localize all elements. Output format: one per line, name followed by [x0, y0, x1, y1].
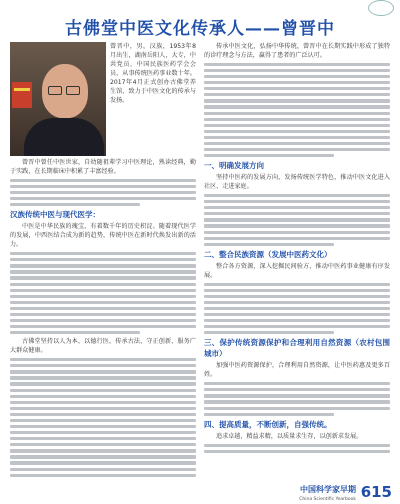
section-heading: 汉族传统中医与现代医学：: [10, 210, 100, 220]
paragraph: 古佛堂坚持以人为本，以德行医，传承古法，守正创新，服务广大群众健康。: [10, 338, 196, 355]
paragraph: 坚持中医药的发展方向，发扬传统医学特色，推动中医文化进入社区、走进家庭。: [204, 174, 390, 191]
paragraph: 传承中医文化，弘扬中华传统，曾晋中在长期实践中形成了独特的诊疗理念与方法，赢得了患者的广泛认可。: [204, 43, 390, 59]
portrait-block: [10, 42, 196, 156]
paragraph: 曾晋中曾任中医世家，自幼随祖辈学习中医理论，熟读经典，勤于实践，在长期临床中积累了丰富经验。: [10, 159, 196, 175]
paragraph: 整合各方资源，深入挖掘民间验方，推动中医药事业健康有序发展。: [204, 262, 390, 279]
publication-subtitle: China Scientific Yearbook: [299, 497, 356, 502]
section-heading: 三、保护传统资源保护和合理利用自然资源（农村包围城市）: [204, 338, 390, 359]
seal-icon: [368, 0, 394, 16]
publication-name: 中国科学家早期: [300, 485, 356, 494]
page-title: 古佛堂中医文化传承人——曾晋中: [65, 19, 335, 39]
column-right: [204, 42, 390, 480]
paragraph: 加强中医药资源保护，合理利用自然资源，让中医药惠及更多百姓。: [204, 362, 390, 379]
portrait-photo: [10, 42, 106, 156]
article-columns: [10, 42, 390, 480]
paragraph: 追求卓越，精益求精，以质量求生存，以创新求发展。: [216, 432, 363, 440]
section-heading: 二、整合民族资源（发展中医药文化）: [204, 249, 332, 259]
column-left: [10, 42, 196, 480]
paragraph: 中医是中华民族的瑰宝，有着数千年的历史积淀。随着现代医学的发展，中西医结合成为新的趋势，传统中医在新时代焕发出新的活力。: [10, 223, 196, 249]
page-footer: [0, 480, 400, 504]
section-heading: 四、提高质量，不断创新，自强传统。: [204, 419, 332, 429]
intro-text: 曾晋中，男，汉族，1953年8月出生，湖南岳阳人，大专，中共党员，中国民族医药学会会员，从事传统医药事业数十年。2017年4月正式创办古佛堂养生馆，致力于中医文化的传承与发扬。: [110, 43, 196, 104]
page-number: 615: [360, 483, 392, 501]
section-heading: 一、明确发展方向: [204, 161, 264, 171]
